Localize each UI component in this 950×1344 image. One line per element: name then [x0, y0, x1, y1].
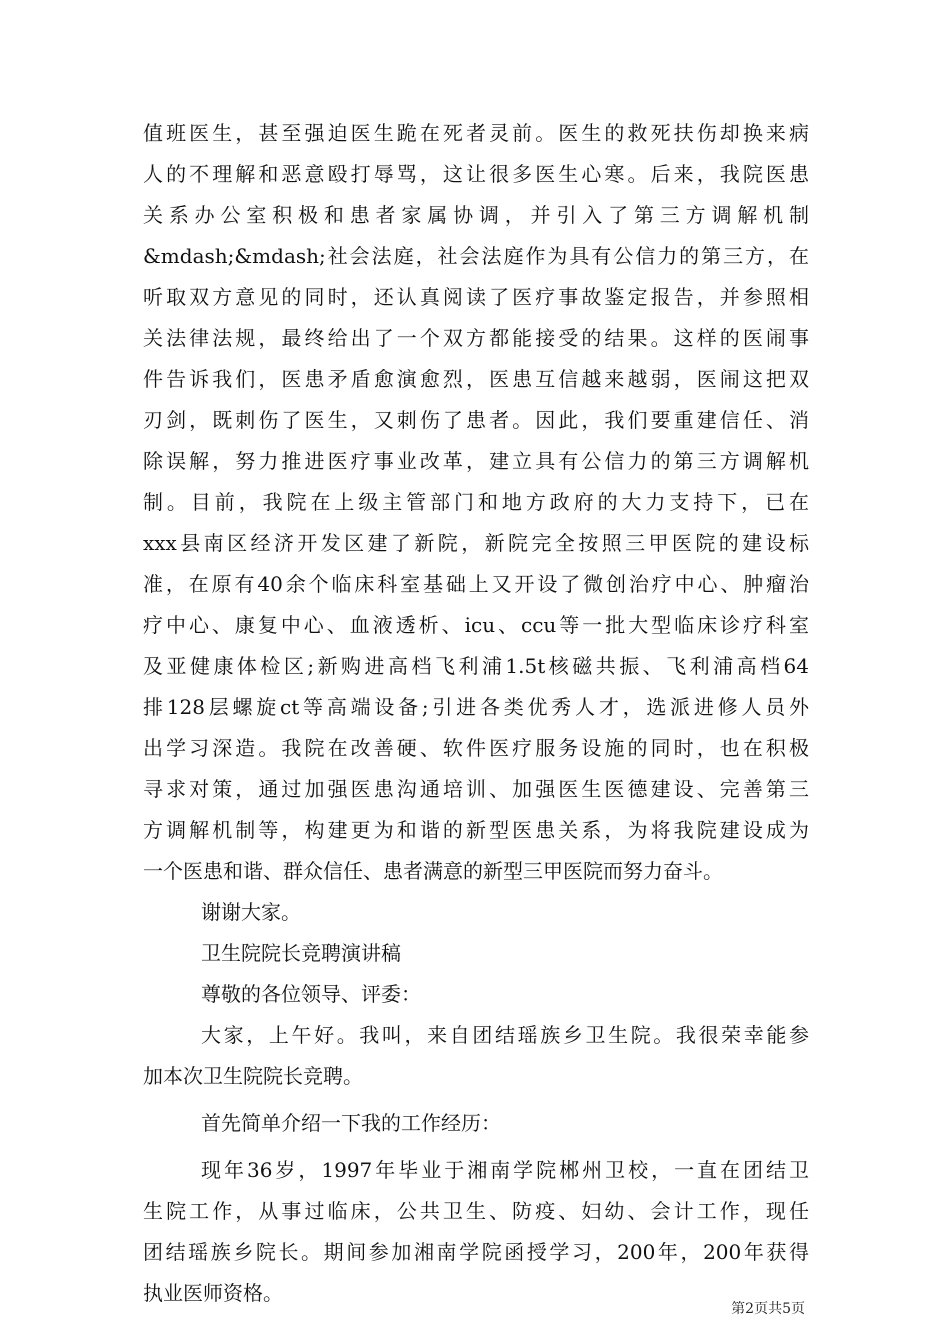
experience-line: 执业医师资格。	[143, 1281, 283, 1305]
text-line: 件告诉我们，医患矛盾愈演愈烈，医患互信越来越弱，医闹这把双	[143, 367, 809, 391]
text-line: 值班医生，甚至强迫医生跪在死者灵前。医生的救死扶伤却换来病	[143, 121, 809, 145]
document-body	[143, 113, 809, 1314]
text-line: 刃剑，既刺伤了医生，又刺伤了患者。因此，我们要重建信任、消	[143, 408, 809, 432]
salutation: 尊敬的各位领导、评委：	[201, 982, 421, 1006]
text-line: 关系办公室积极和患者家属协调，并引入了第三方调解机制	[143, 203, 809, 227]
text-line: 及亚健康体检区;新购进高档飞利浦1.5t核磁共振、飞利浦高档64	[143, 654, 809, 678]
text-line: xxx县南区经济开发区建了新院，新院完全按照三甲医院的建设标	[143, 531, 809, 555]
experience-line: 团结瑶族乡院长。期间参加湘南学院函授学习，200年，200年获得	[143, 1240, 809, 1264]
speech-title: 卫生院院长竞聘演讲稿	[201, 941, 401, 965]
experience-line: 生院工作，从事过临床，公共卫生、防疫、妇幼、会计工作，现任	[143, 1199, 809, 1223]
greeting-line: 大家，上午好。我叫，来自团结瑶族乡卫生院。我很荣幸能参	[201, 1023, 809, 1047]
text-line: 一个医患和谐、群众信任、患者满意的新型三甲医院而努力奋斗。	[143, 859, 723, 883]
experience-line: 现年36岁，1997年毕业于湘南学院郴州卫校，一直在团结卫	[201, 1158, 809, 1182]
text-line: 疗中心、康复中心、血液透析、icu、ccu等一批大型临床诊疗科室	[143, 613, 809, 637]
text-line: 除误解，努力推进医疗事业改革，建立具有公信力的第三方调解机	[143, 449, 809, 473]
text-line: 寻求对策，通过加强医患沟通培训、加强医生医德建设、完善第三	[143, 777, 809, 801]
text-line: 出学习深造。我院在改善硬、软件医疗服务设施的同时，也在积极	[143, 736, 809, 760]
text-line: 关法律法规，最终给出了一个双方都能接受的结果。这样的医闹事	[143, 326, 809, 350]
page-indicator: 第2页共5页	[731, 1301, 805, 1317]
thanks-line: 谢谢大家。	[201, 900, 301, 924]
text-line: 听取双方意见的同时，还认真阅读了医疗事故鉴定报告，并参照相	[143, 285, 809, 309]
text-line: 方调解机制等，构建更为和谐的新型医患关系，为将我院建设成为	[143, 818, 809, 842]
intro-line: 首先简单介绍一下我的工作经历：	[201, 1111, 501, 1135]
text-line: &mdash;&mdash;社会法庭，社会法庭作为具有公信力的第三方，在	[143, 244, 809, 268]
greeting-line: 加本次卫生院院长竞聘。	[143, 1064, 363, 1088]
text-line: 排128层螺旋ct等高端设备;引进各类优秀人才，选派进修人员外	[143, 695, 809, 719]
text-line: 人的不理解和恶意殴打辱骂，这让很多医生心寒。后来，我院医患	[143, 162, 809, 186]
text-line: 制。目前，我院在上级主管部门和地方政府的大力支持下，已在	[143, 490, 809, 514]
text-line: 准，在原有40余个临床科室基础上又开设了微创治疗中心、肿瘤治	[143, 572, 809, 596]
